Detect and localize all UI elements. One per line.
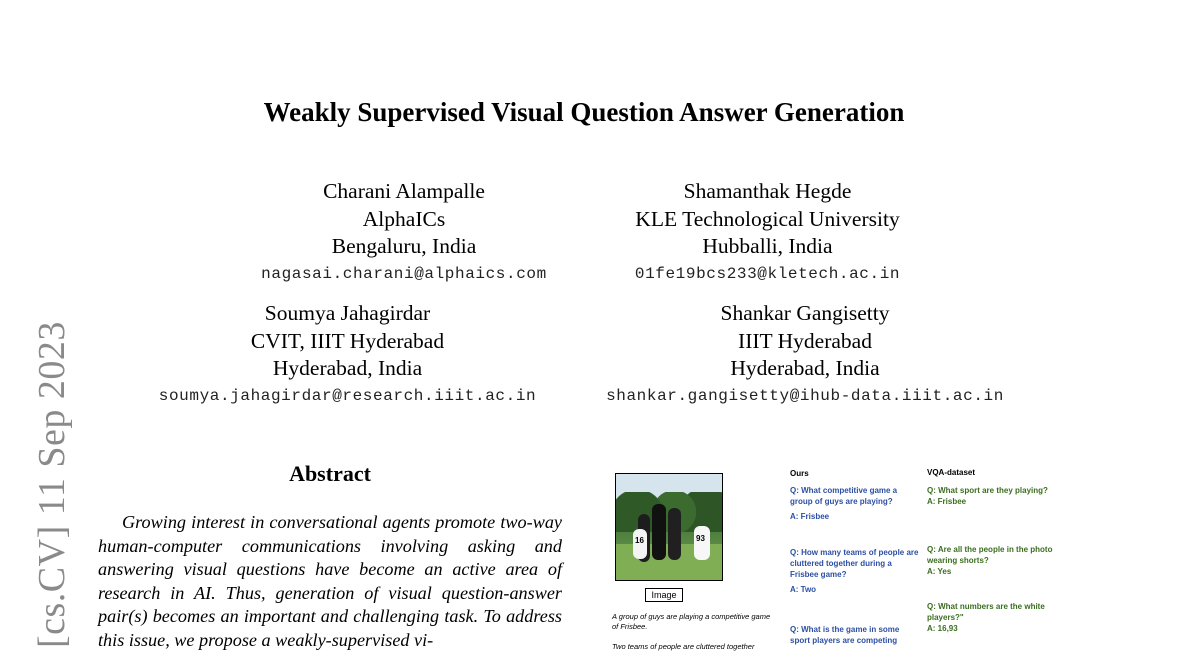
author-name: Charani Alampalle bbox=[323, 179, 485, 203]
answer-text: A: Frisbee bbox=[927, 497, 967, 506]
author-email[interactable]: 01fe19bcs233@kletech.ac.in bbox=[634, 264, 901, 283]
author-block bbox=[590, 300, 1020, 409]
abstract-text: Growing interest in conversational agents promote two-way human-computer communications involving asking and answering visual questions have become an active area of research in AI. Thus, generation of visual question-answer pair(s) becomes an important and challenging task. To address this issue, we propose a weakly-supervised vi- bbox=[98, 512, 562, 650]
question-text: Q: Are all the people in the photo wearing shorts? bbox=[927, 545, 1053, 565]
frisbee-photo bbox=[615, 473, 723, 581]
jersey-number: 16 bbox=[635, 536, 644, 545]
author-affiliation: IIIT Hyderabad bbox=[738, 328, 872, 353]
figure-caption: Two teams of people are cluttered together bbox=[612, 642, 755, 651]
vqa-qa bbox=[927, 601, 1072, 634]
abstract-heading: Abstract bbox=[289, 461, 371, 486]
author-email[interactable]: nagasai.charani@alphaics.com bbox=[261, 264, 547, 283]
image-label: Image bbox=[645, 588, 683, 602]
jersey-number: 93 bbox=[696, 534, 705, 543]
author-block bbox=[140, 300, 555, 409]
answer-text: A: 16,93 bbox=[927, 624, 958, 633]
teaser-figure bbox=[610, 466, 1080, 651]
paper-title: Weakly Supervised Visual Question Answer Generation bbox=[263, 97, 905, 127]
author-name: Shamanthak Hegde bbox=[683, 179, 852, 203]
author-affiliation: AlphaICs bbox=[362, 206, 446, 231]
question-text: Q: What is the game in some sport players are competing bbox=[790, 625, 900, 645]
vqa-qa bbox=[927, 485, 1072, 507]
author-affiliation: CVIT, IIIT Hyderabad bbox=[250, 328, 445, 353]
answer-text: A: Two bbox=[790, 585, 817, 594]
ours-qa bbox=[790, 485, 920, 522]
author-location: Hubballi, India bbox=[702, 234, 833, 258]
vqa-header: VQA-dataset bbox=[927, 468, 976, 477]
ours-qa bbox=[790, 547, 920, 595]
author-affiliation: KLE Technological University bbox=[635, 206, 900, 231]
author-location: Hyderabad, India bbox=[272, 356, 423, 380]
ours-header: Ours bbox=[790, 469, 809, 478]
question-text: Q: What sport are they playing? bbox=[927, 486, 1048, 495]
question-text: Q: How many teams of people are cluttered together during a Frisbee game? bbox=[790, 548, 919, 579]
author-block bbox=[600, 178, 935, 287]
answer-text: A: Yes bbox=[927, 567, 952, 576]
author-email[interactable]: shankar.gangisetty@ihub-data.iiit.ac.in bbox=[606, 386, 1004, 405]
author-email[interactable]: soumya.jahagirdar@research.iiit.ac.in bbox=[158, 386, 537, 405]
author-location: Hyderabad, India bbox=[730, 356, 880, 380]
author-name: Shankar Gangisetty bbox=[720, 301, 890, 325]
answer-text: A: Frisbee bbox=[790, 512, 830, 521]
question-text: Q: What competitive game a group of guys are playing? bbox=[790, 486, 898, 506]
author-location: Bengaluru, India bbox=[331, 234, 477, 258]
ours-qa bbox=[790, 624, 920, 646]
vqa-qa bbox=[927, 544, 1072, 577]
author-block bbox=[244, 178, 564, 287]
arxiv-stamp: [cs.CV] 11 Sep 2023 bbox=[31, 321, 73, 648]
author-name: Soumya Jahagirdar bbox=[264, 301, 431, 325]
figure-caption: A group of guys are playing a competitive game of Frisbee. bbox=[612, 612, 771, 631]
question-text: Q: What numbers are the white players?" bbox=[927, 602, 1045, 622]
